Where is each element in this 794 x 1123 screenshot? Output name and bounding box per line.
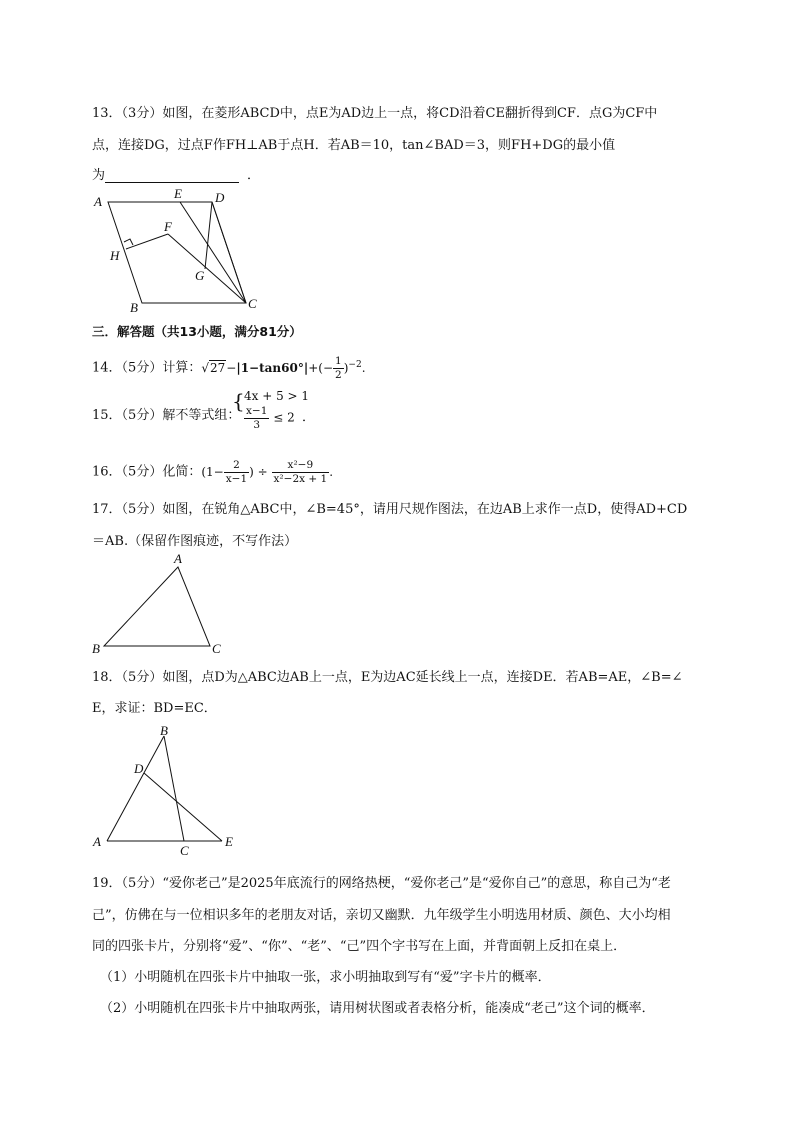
q15-line: 15．（5分）解不等式组： — [92, 408, 241, 423]
q16-line: 16．（5分）化简：(1− $\frac{2}{x-1}$ ) ÷ $\frac{\text{x²−9}}{\text{x²−2x + 1}}$ . — [92, 459, 334, 485]
svg-text:E: E — [225, 834, 233, 849]
svg-text:A: A — [93, 834, 101, 849]
q16-expression: (1− $\frac{2}{x-1}$ ) ÷ $\frac{\text{x²−9}}{\text{x²−2x + 1}}$ . — [201, 459, 334, 485]
q13-label-e: E — [174, 186, 182, 201]
q18-line-2: E，求证：BD=EC． — [92, 701, 217, 716]
q13-label-f: F — [164, 219, 172, 234]
q13-text-1: 如图，在菱形ABCD中，点E为AD边上一点，将CD沿着CE翻折得到CF．点G为CF中 — [162, 106, 658, 121]
q14-line: 14．（5分）计算：√27−|1−tan60°|+(− $\frac{1}{2}$ )$^{-2}$. — [92, 355, 366, 381]
svg-text:B: B — [92, 641, 100, 656]
q13-line-2 — [92, 134, 615, 153]
q15-brace: { — [232, 389, 245, 413]
q18-triangle-figure — [88, 722, 248, 862]
svg-text:C: C — [180, 843, 189, 858]
q13-score: （3分） — [121, 106, 163, 121]
section-3-heading: 三．解答题（共13小题，满分81分） — [92, 324, 302, 339]
q14-expression: √27−|1−tan60°|+(− $\frac{1}{2}$ )$^{-2}$. — [201, 355, 366, 381]
q17-line-2: ＝AB.（保留作图痕迹，不写作法） — [92, 534, 298, 549]
q13-label-g: G — [195, 268, 205, 283]
q13-line-1 — [92, 102, 657, 121]
q17-triangle-figure — [88, 552, 238, 656]
q19-subquestion-1: （1）小明随机在四张卡片中抽取一张，求小明抽取到写有“爱”字卡片的概率． — [100, 970, 551, 985]
svg-text:D: D — [134, 761, 144, 776]
q13-number: 13． — [92, 106, 122, 121]
q13-answer-blank[interactable] — [105, 170, 239, 183]
q15-inequality-1: 4x + 5 > 1 — [244, 389, 310, 403]
q19-line-3: 同的四张卡片，分别将“爱”、“你”、“老”、“己”四个字书写在上面，并背面朝上反扣在桌上． — [92, 939, 627, 954]
q17-line-1: 17．（5分）如图，在锐角△ABC中，∠B=45°，请用尺规作图法，在边AB上求作一点D，使得AD+CD — [92, 502, 688, 517]
q13-label-h: H — [110, 248, 120, 263]
svg-text:A: A — [174, 552, 182, 566]
q13-label-b: B — [130, 300, 138, 315]
q19-subquestion-2: （2）小明随机在四张卡片中抽取两张，请用树状图或者表格分析，能凑成“老己”这个词的概率． — [100, 1001, 655, 1016]
q15-inequality-2: $\frac{x-1}{3}$ ≤ 2 — [246, 405, 295, 431]
q13-label-d: D — [215, 190, 225, 205]
q19-line-1: 19．（5分）“爱你老己”是2025年底流行的网络热梗，“爱你老己”是“爱你自己”的意思，称自己为“老 — [92, 876, 671, 891]
q18-line-1: 18．（5分）如图，点D为△ABC边AB上一点，E为边AC延长线上一点，连接DE．若AB=AE，∠B=∠ — [92, 670, 683, 685]
q13-text-2: 点，连接DG，过点F作FH⊥AB于点H．若AB＝10，tan∠BAD＝3，则FH+DG的最小值 — [92, 138, 616, 153]
q13-rhombus-figure — [88, 186, 278, 316]
q13-label-a: A — [94, 194, 102, 209]
q13-label-c: C — [248, 296, 257, 311]
q19-line-2: 己”，仿佛在与一位相识多年的老朋友对话，亲切又幽默．九年级学生小明选用材质、颜色、大小均相 — [92, 908, 671, 923]
q13-line-3: 为 ． — [92, 168, 261, 183]
svg-text:C: C — [212, 641, 221, 656]
svg-text:B: B — [160, 723, 168, 738]
